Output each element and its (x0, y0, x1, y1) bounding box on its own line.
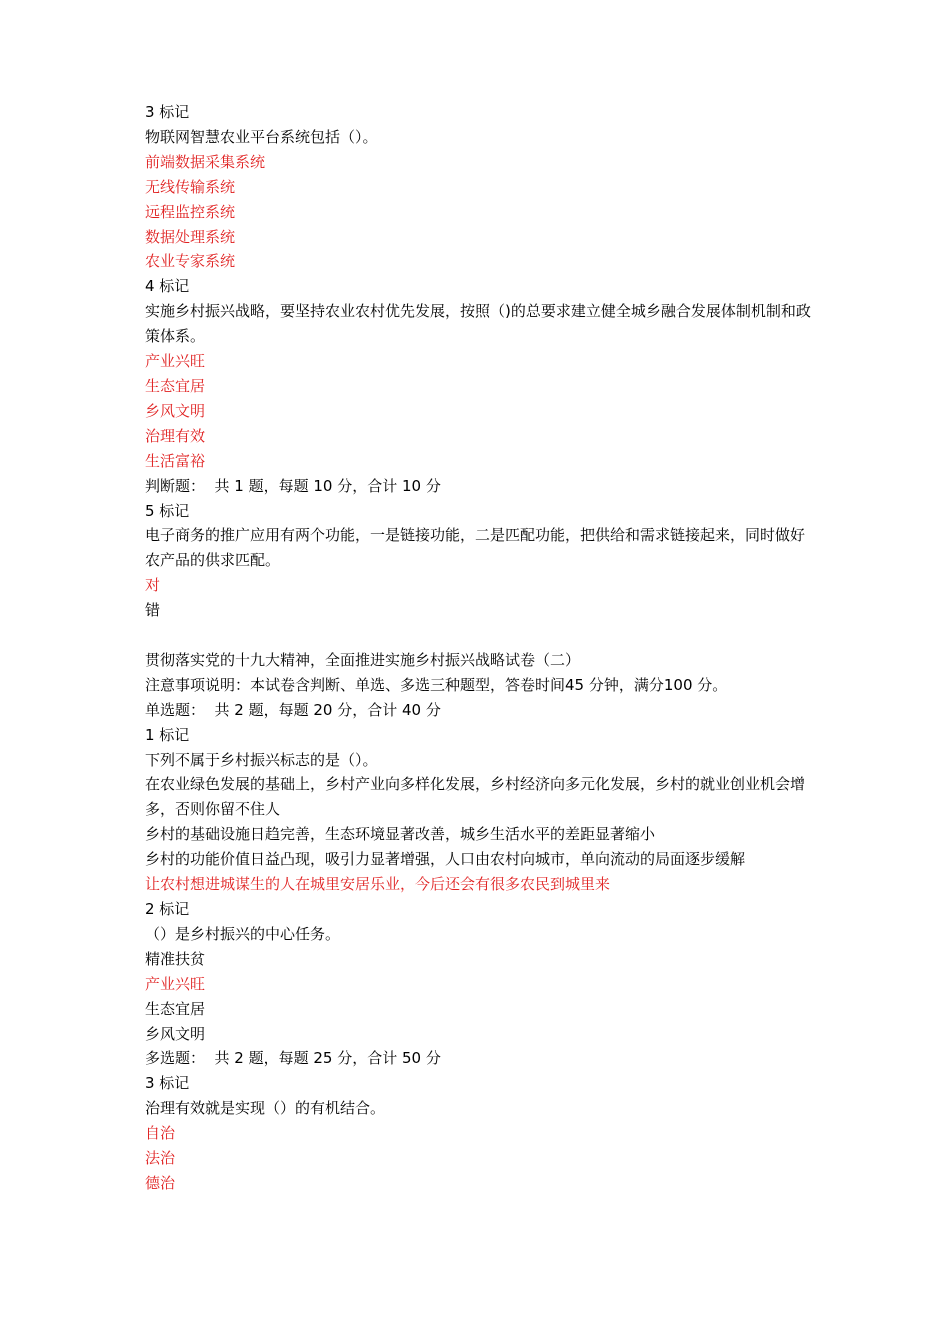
answer-option-correct: 德治 (145, 1173, 176, 1192)
question-number: 3 标记 (145, 103, 190, 121)
answer-option: 生态宜居 (145, 999, 206, 1018)
answer-option-correct: 乡风文明 (145, 401, 206, 420)
answer-option-correct: 自治 (145, 1124, 176, 1143)
question-number: 3 标记 (145, 1074, 190, 1093)
answer-option-correct: 产业兴旺 (145, 974, 206, 993)
answer-option: 在农业绿色发展的基础上，乡村产业向多样化发展，乡村经济向多元化发展，乡村的就业创业机会增多，否则你留不住人 (145, 775, 806, 819)
answer-option-correct: 前端数据采集系统 (145, 152, 266, 171)
exam-notice: 注意事项说明：本试卷含判断、单选、多选三种题型，答卷时间45 分钟，满分100 分。 (145, 675, 728, 694)
answer-option-correct: 对 (145, 576, 161, 595)
answer-option: 乡风文明 (145, 1024, 206, 1043)
question-stem: 实施乡村振兴战略，要坚持农业农村优先发展，按照（)的总要求建立健全城乡融合发展体制机制和政策体系。 (145, 302, 811, 346)
answer-option: 乡村的功能价值日益凸现，吸引力显著增强，人口由农村向城市，单向流动的局面逐步缓解 (145, 850, 746, 869)
answer-option-correct: 远程监控系统 (145, 202, 236, 221)
question-stem: 物联网智慧农业平台系统包括（）。 (145, 127, 378, 146)
answer-option: 精准扶贫 (145, 949, 206, 968)
document-page (145, 100, 813, 1196)
answer-option-correct: 数据处理系统 (145, 227, 236, 246)
answer-option: 错 (145, 601, 161, 620)
answer-option-correct: 农业专家系统 (145, 252, 236, 271)
blank-line (145, 623, 813, 648)
question-stem: 治理有效就是实现（）的有机结合。 (145, 1099, 386, 1118)
answer-option-correct: 无线传输系统 (145, 177, 236, 196)
question-number: 4 标记 (145, 277, 190, 296)
question-number: 1 标记 (145, 725, 190, 744)
answer-option-correct: 生活富裕 (145, 451, 206, 470)
answer-option-correct: 生态宜居 (145, 376, 206, 395)
section-header-single-choice: 单选题： 共 2 题，每题 20 分，合计 40 分 (145, 700, 441, 719)
question-number: 2 标记 (145, 899, 190, 918)
question-stem: （）是乡村振兴的中心任务。 (145, 924, 341, 943)
section-header-multiple-choice: 多选题： 共 2 题，每题 25 分，合计 50 分 (145, 1049, 441, 1068)
answer-option-correct: 法治 (145, 1149, 176, 1168)
exam-title: 贯彻落实党的十九大精神，全面推进实施乡村振兴战略试卷（二） (145, 650, 581, 669)
answer-option-correct: 让农村想进城谋生的人在城里安居乐业，今后还会有很多农民到城里来 (145, 875, 611, 894)
section-header-judgement: 判断题： 共 1 题，每题 10 分，合计 10 分 (145, 476, 441, 495)
answer-option-correct: 产业兴旺 (145, 352, 206, 371)
question-stem: 电子商务的推广应用有两个功能，一是链接功能，二是匹配功能，把供给和需求链接起来，同时做好农产品的供求匹配。 (145, 526, 806, 570)
answer-option-correct: 治理有效 (145, 426, 206, 445)
answer-option: 乡村的基础设施日趋完善，生态环境显著改善，城乡生活水平的差距显著缩小 (145, 825, 656, 844)
question-number: 5 标记 (145, 501, 190, 520)
question-stem: 下列不属于乡村振兴标志的是（）。 (145, 750, 378, 769)
